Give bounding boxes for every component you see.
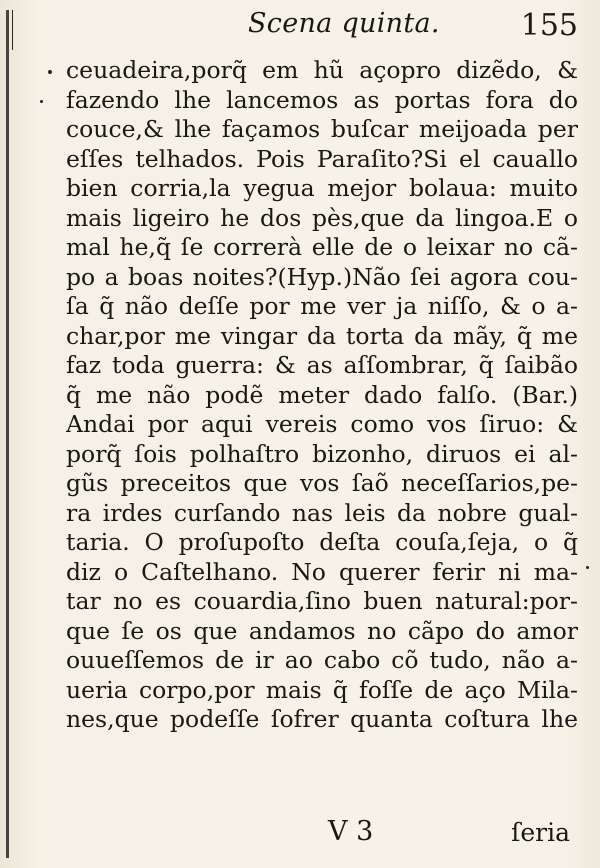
text-line: ſa q̃ não deſſe por me ver ja niſſo, & o a- bbox=[66, 292, 578, 320]
page-footer bbox=[0, 816, 600, 856]
text-line: ouueſſemos de ir ao cabo cõ tudo, não a- bbox=[66, 646, 578, 674]
signature-mark: V 3 bbox=[328, 816, 374, 847]
gutter-rule bbox=[6, 10, 9, 858]
margin-speck bbox=[586, 566, 589, 569]
catchword: ſeria bbox=[511, 818, 570, 847]
text-line: faz toda guerra: & as aſſombrar, q̃ ſaibão bbox=[66, 351, 578, 379]
margin-speck bbox=[40, 100, 43, 103]
text-block bbox=[66, 56, 578, 735]
text-line: mais ligeiro he dos pès,que da lingoa.E o bbox=[66, 203, 578, 232]
text-line: Andai por aqui vereis como vos ſiruo: & bbox=[66, 410, 578, 438]
text-line: taria. O proſupoſto deſta couſa,ſeja, o q̃ bbox=[66, 528, 578, 556]
text-line: ueria corpo,por mais q̃ foſſe de aço Mila- bbox=[66, 675, 578, 704]
text-line: bien corria,la yegua mejor bolaua: muito bbox=[66, 174, 578, 202]
text-line: q̃ me não podẽ meter dado falſo. (Bar.) bbox=[66, 380, 578, 409]
page-header bbox=[0, 4, 600, 54]
text-line: nes,que podeſſe ſofrer quanta coſtura lhe bbox=[66, 705, 578, 733]
text-line: eſſes telhados. Pois Paraſito?Si el cauallo bbox=[66, 144, 578, 173]
text-line: couce,& lhe façamos buſcar meijoada per bbox=[66, 115, 578, 143]
text-line: char,por me vingar da torta da mãy, q̃ me bbox=[66, 321, 578, 350]
text-line: diz o Caſtelhano. No querer ferir ni ma- bbox=[66, 557, 578, 586]
text-line: fazendo lhe lancemos as portas fora do bbox=[66, 85, 578, 114]
text-line: ra irdes curſando nas leis da nobre gual- bbox=[66, 498, 578, 527]
text-line: mal he,q̃ ſe correrà elle de o leixar no cã- bbox=[66, 233, 578, 261]
text-line: po a boas noites?(Hyp.)Não ſei agora cou- bbox=[66, 262, 578, 291]
text-line: que ſe os que andamos no cãpo do amor bbox=[66, 616, 578, 645]
running-head: Scena quinta. bbox=[248, 8, 440, 39]
page-number: 155 bbox=[520, 8, 578, 43]
text-line: tar no es couardia,ſino buen natural:por- bbox=[66, 587, 578, 615]
text-line: gũs preceitos que vos ſaõ neceſſarios,pe- bbox=[66, 469, 578, 497]
text-line: porq̃ ſois polhaſtro bizonho, diruos ei al- bbox=[66, 439, 578, 468]
text-line: ceuadeira,porq̃ em hũ açopro dizẽdo, & bbox=[66, 56, 578, 84]
margin-speck bbox=[48, 70, 52, 74]
